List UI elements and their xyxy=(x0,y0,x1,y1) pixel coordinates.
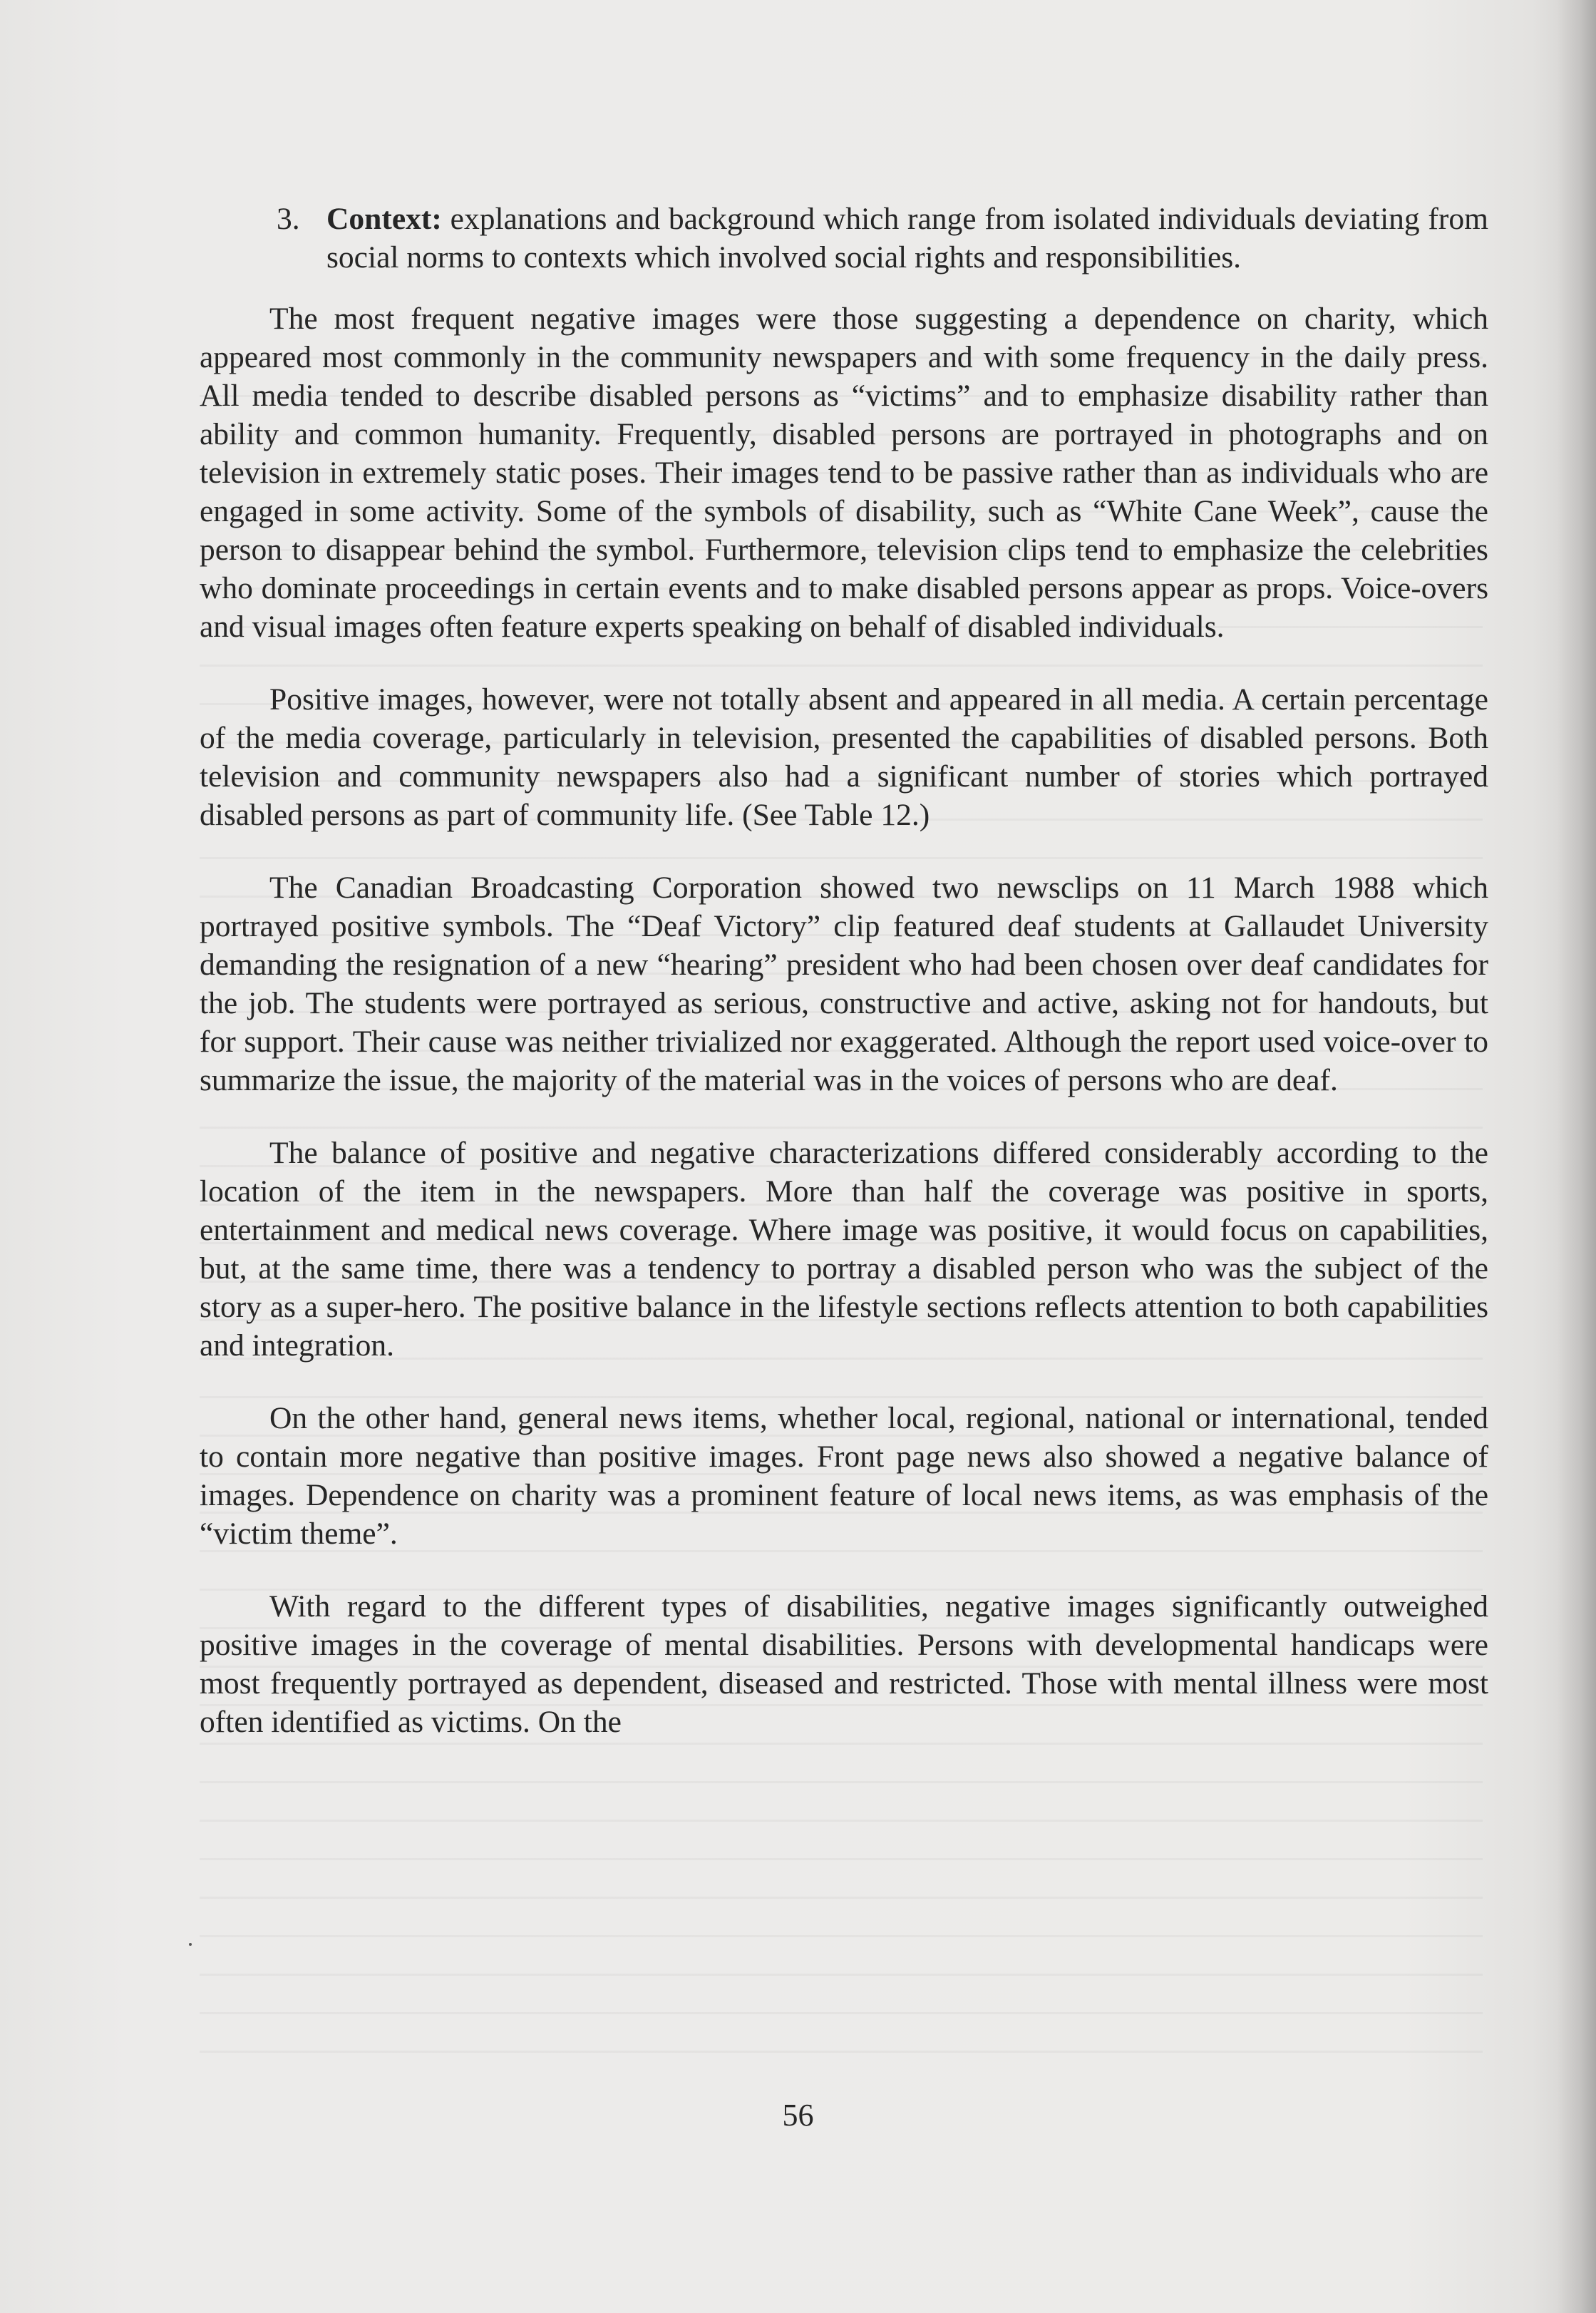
list-item-term: Context: xyxy=(326,202,442,236)
paragraph-newspaper-location: The balance of positive and negative characterizations differed considerably according to the location of the item in the newspapers. More than half the coverage was positive in sports, entertainment and medical news coverage. Where image was positive, it would focus on capabilities, but, at the same time, there was a tendency to portray a disabled person who was the subject of the story as a super-hero. The positive balance in the lifestyle sections reflects attention to both capabilities and integration. xyxy=(200,1136,1488,1363)
paragraph-positive-images: Positive images, however, were not totally absent and appeared in all media. A certain percentage of the media coverage, particularly in television, presented the capabilities of disabled persons. Both television and community newspapers also had a significant number of stories which portrayed disabled persons as part of community life. (See Table 12.) xyxy=(200,682,1488,832)
list-item-context xyxy=(200,200,1488,277)
list-item-number: 3. xyxy=(277,202,300,236)
page-edge-shadow xyxy=(1557,0,1596,2313)
paragraph-negative-images: The most frequent negative images were those suggesting a dependence on charity, which appeared most commonly in the community newspapers and with some frequency in the daily press. All media tended to describe disabled persons as “victims” and to emphasize disability rather than ability and common humanity. Frequently, disabled persons are portrayed in photographs and on television in extremely static poses. Their images tend to be passive rather than as individuals who are engaged in some activity. Some of the symbols of disability, such as “White Cane Week”, cause the person to disappear behind the symbol. Furthermore, television clips tend to emphasize the celebrities who dominate proceedings in certain events and to make disabled persons appear as props. Voice-overs and visual images often feature experts speaking on behalf of disabled individuals. xyxy=(200,302,1488,644)
body-text xyxy=(200,200,1488,1741)
stray-ink-mark xyxy=(189,1943,192,1946)
paragraph-types-of-disabilities: With regard to the different types of disabilities, negative images significantly outweighed positive images in the coverage of mental disabilities. Persons with developmental handicaps were most frequently portrayed as dependent, diseased and restricted. Those with mental illness were most often identified as victims. On the xyxy=(200,1589,1488,1739)
page-number: 56 xyxy=(782,2098,814,2133)
paragraph-general-news: On the other hand, general news items, whether local, regional, national or international, tended to contain more negative than positive images. Front page news also showed a negative balance of images. Dependence on charity was a prominent feature of local news items, as was emphasis of the “victim theme”. xyxy=(200,1401,1488,1551)
paragraph-cbc-newsclips: The Canadian Broadcasting Corporation showed two newsclips on 11 March 1988 which portrayed positive symbols. The “Deaf Victory” clip featured deaf students at Gallaudet University demanding the resignation of a new “hearing” president who had been chosen over deaf candidates for the job. The students were portrayed as serious, constructive and active, asking not for handouts, but for support. Their cause was neither trivialized nor exaggerated. Although the report used voice-over to summarize the issue, the majority of the material was in the voices of persons who are deaf. xyxy=(200,871,1488,1097)
list-item-text: explanations and background which range from isolated individuals deviating from social norms to contexts which involved social rights and responsibilities. xyxy=(326,202,1488,275)
